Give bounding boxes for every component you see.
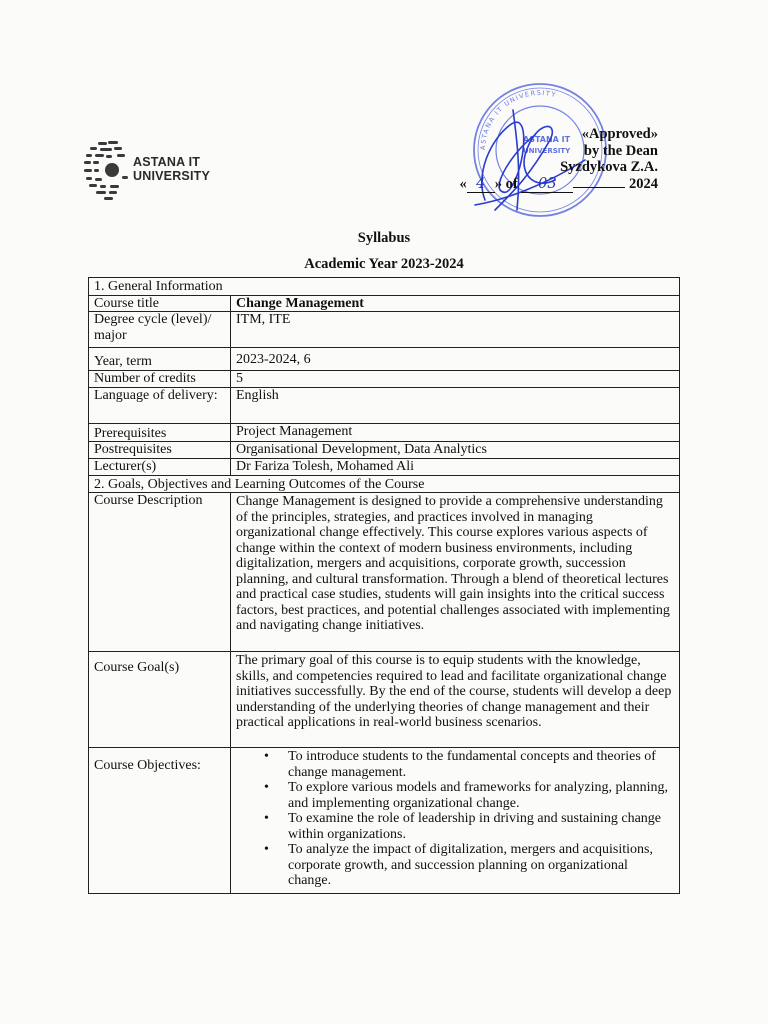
section-1-header: 1. General Information: [89, 278, 680, 296]
approval-dean-name: Syzdykova Z.A.: [560, 159, 658, 175]
date-of: » of: [494, 175, 518, 192]
course-description-text: Change Management is designed to provide a comprehensive understanding of the principles, strategies, and practices involved in managing organizational change effectively. This course explores various aspects of change within the context of modern business environments, including digitalization, mergers and acquisitions, corporate growth, succession planning, and cultural transformation. Through a blend of theoretical lectures and practical case studies, students will gain insights into the critical success factors, best practices, and potential challenges associated with implementing and navigating change initiatives.: [231, 493, 680, 652]
section-2-header: 2. Goals, Objectives and Learning Outcomes of the Course: [89, 475, 680, 493]
university-logo: [84, 140, 234, 210]
row-value-prerequisites: Project Management: [231, 423, 680, 442]
date-open-quote: «: [459, 175, 467, 192]
approval-date: [460, 176, 658, 194]
approval-label: «Approved»: [581, 126, 658, 142]
logo-line-1: ASTANA IT: [133, 155, 201, 169]
date-blank-line: [573, 187, 625, 188]
date-month: 03: [521, 176, 573, 194]
row-label-postrequisites: Postrequisites: [89, 442, 231, 459]
row-value-degree: ITM, ITE: [231, 312, 680, 348]
row-label-lecturers: Lecturer(s): [89, 458, 231, 475]
logo-line-2: UNIVERSITY: [133, 169, 211, 183]
course-description-label: Course Description: [89, 493, 231, 652]
objectives-list: [236, 749, 674, 889]
page-subtitle: Academic Year 2023-2024: [304, 256, 464, 272]
date-year: 2024: [629, 175, 658, 192]
syllabus-table: [88, 277, 680, 894]
date-day: 4: [467, 176, 495, 194]
stamp-center-line-2: UNIVERSITY: [523, 147, 571, 155]
row-label-prerequisites: Prerequisites: [89, 423, 231, 442]
row-label-year-term: Year, term: [89, 348, 231, 371]
stamp-ring-text: ASTANA IT UNIVERSITY: [478, 88, 558, 151]
list-item: • To introduce students to the fundamental concepts and theories of change management.: [288, 749, 674, 780]
row-value-language: English: [231, 387, 680, 423]
row-label-language: Language of delivery:: [89, 387, 231, 423]
list-item: • To explore various models and frameworks for analyzing, planning, and implementing organizational change.: [288, 780, 674, 811]
row-label-degree: Degree cycle (level)/ major: [89, 312, 231, 348]
row-value-course-title: Change Management: [231, 295, 680, 312]
row-label-credits: Number of credits: [89, 371, 231, 388]
stamp-center-line-1: ASTANA IT: [523, 135, 571, 144]
approval-by: by the Dean: [583, 142, 658, 159]
row-value-postrequisites: Organisational Development, Data Analytics: [231, 442, 680, 459]
row-label-course-title: Course title: [89, 295, 231, 312]
list-item: • To examine the role of leadership in driving and sustaining change within organizations.: [288, 811, 674, 842]
course-objectives-label: Course Objectives:: [89, 748, 231, 894]
course-goals-text: The primary goal of this course is to equip students with the knowledge, skills, and competencies required to lead and facilitate organizational change initiatives successfully. By the end of the course, students will develop a deep understanding of the underlying theories of change management and their practical applications in real-world business scenarios.: [231, 652, 680, 748]
row-value-lecturers: Dr Fariza Tolesh, Mohamed Ali: [231, 458, 680, 475]
course-goals-label: Course Goal(s): [89, 652, 231, 748]
logo-dots-icon: [84, 140, 132, 206]
course-objectives-cell: [231, 748, 680, 894]
row-value-year-term: 2023-2024, 6: [231, 348, 680, 371]
page-title: Syllabus: [357, 230, 411, 246]
list-item: • To analyze the impact of digitalization, mergers and acquisitions, corporate growth, and succession planning on organizational change.: [288, 842, 674, 889]
approval-block: [460, 126, 658, 193]
row-value-credits: 5: [231, 371, 680, 388]
